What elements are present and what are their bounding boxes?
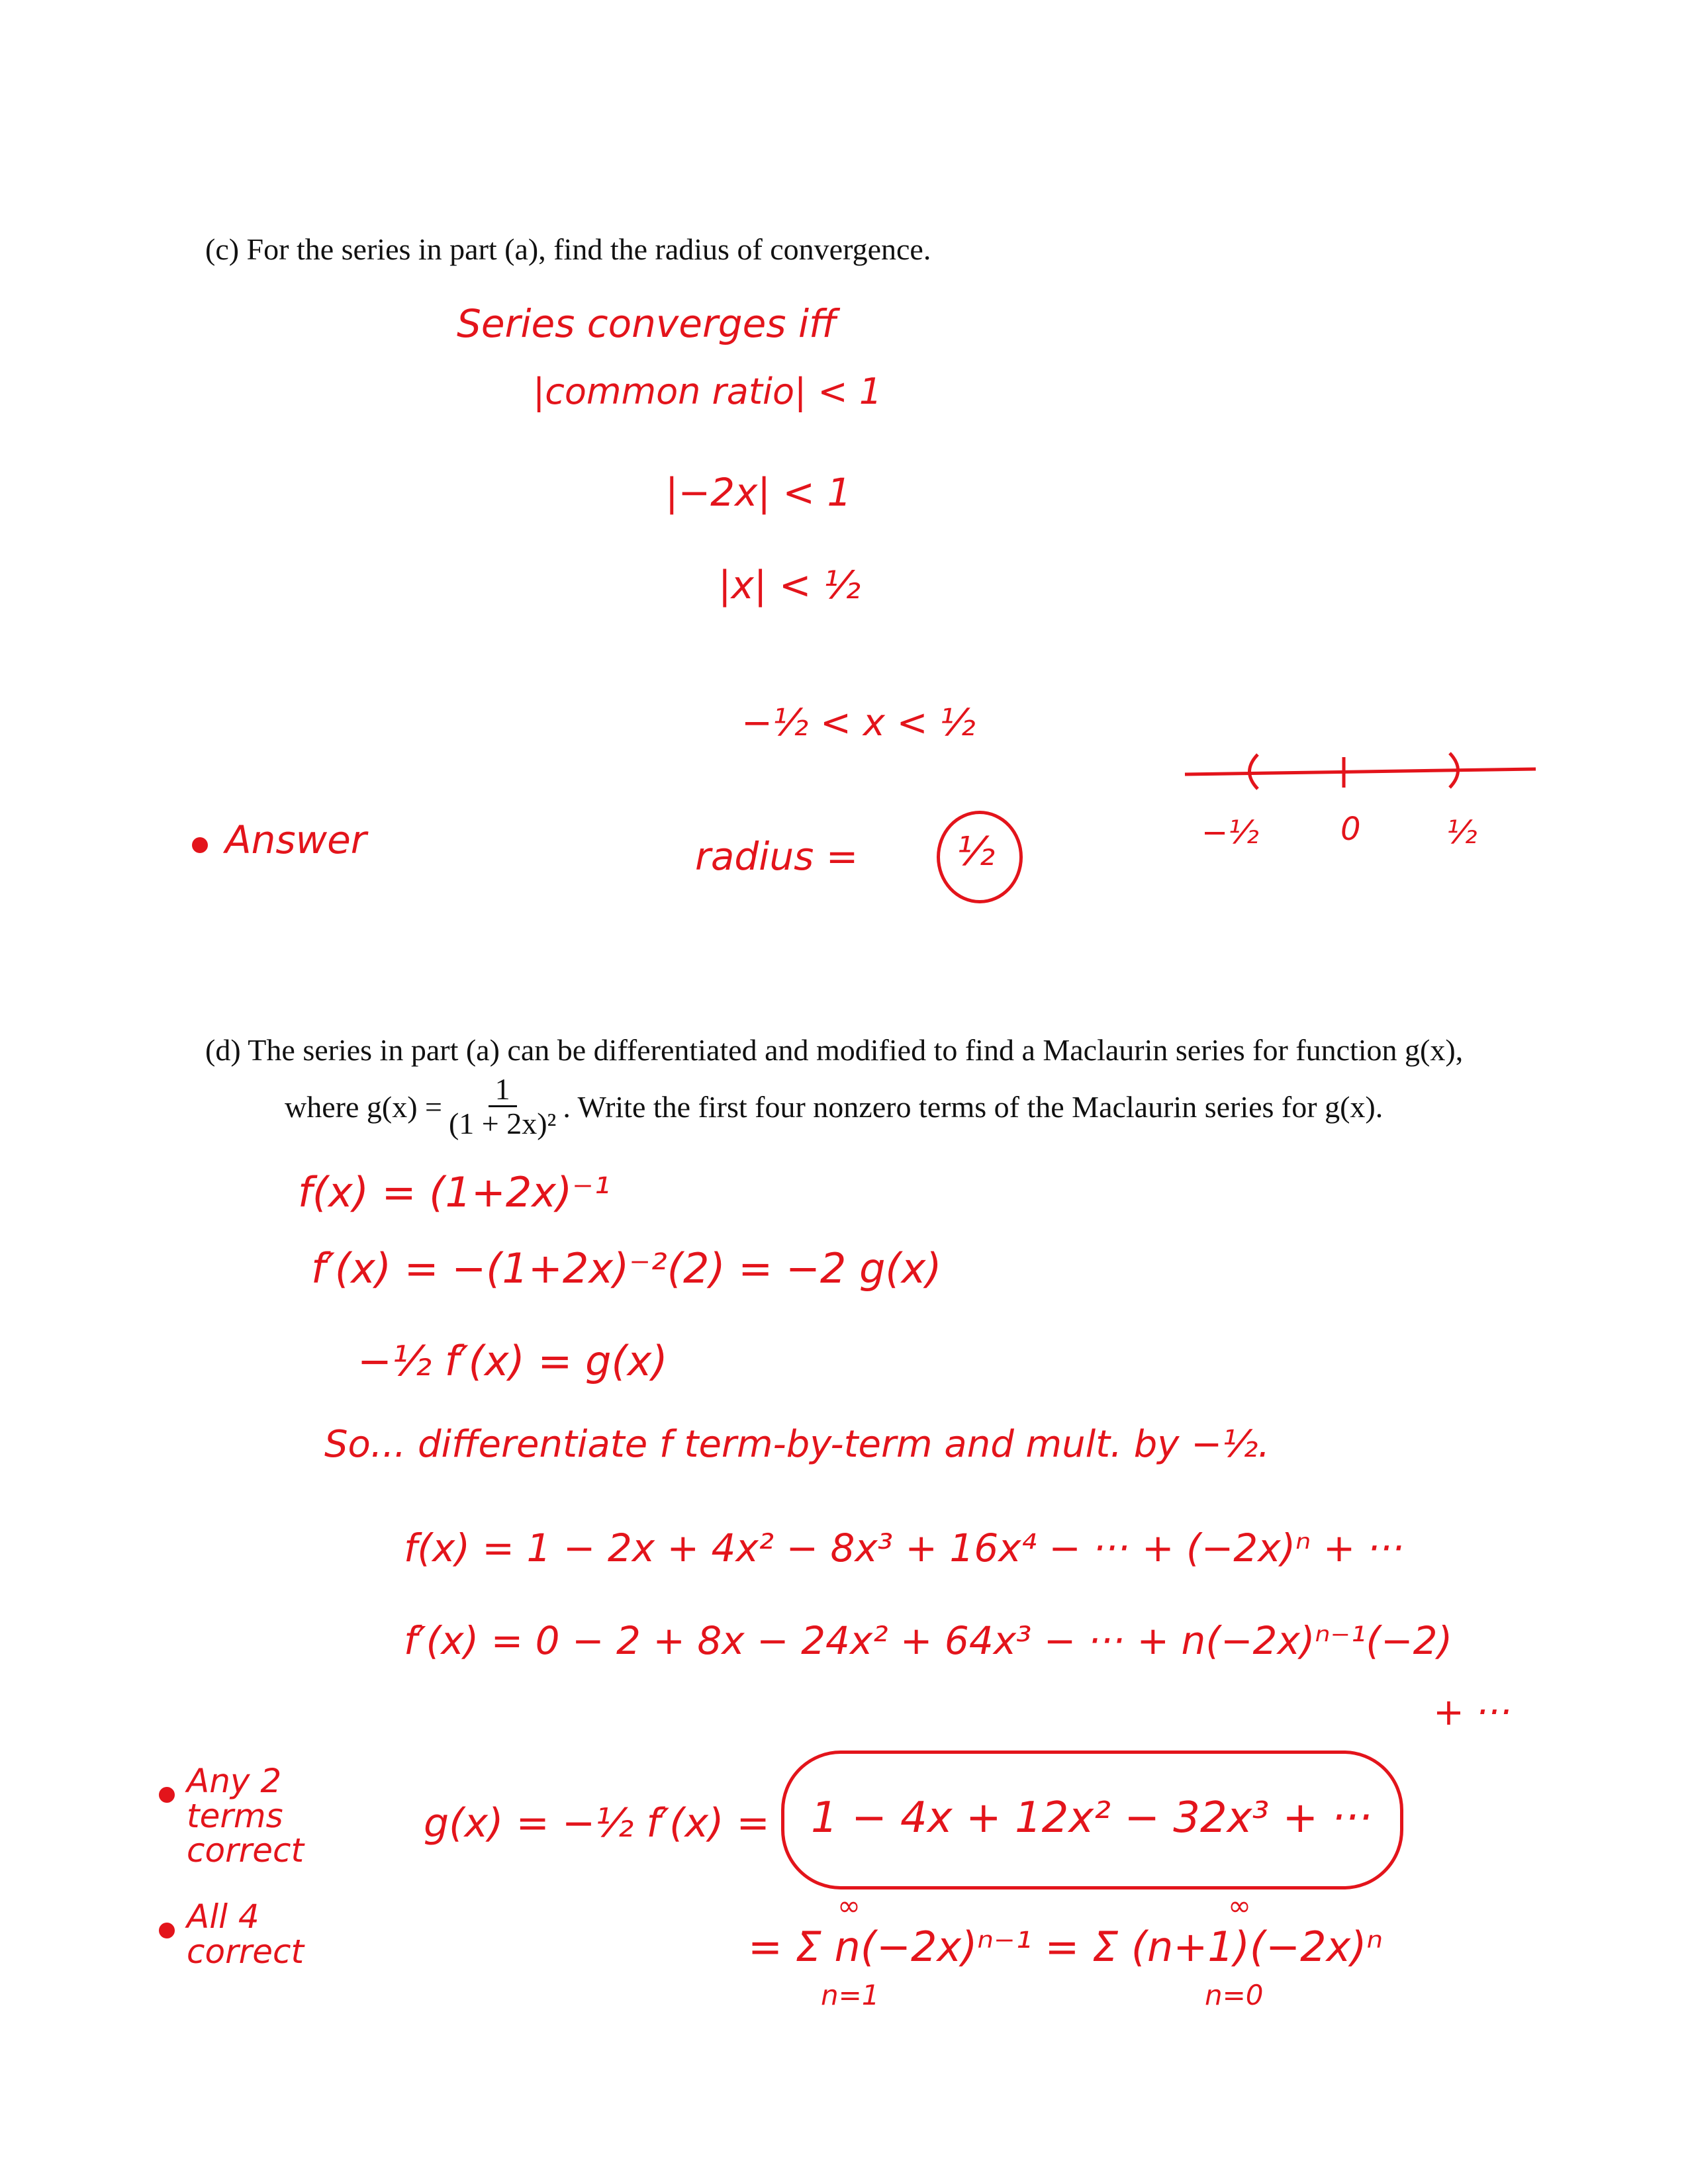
sum-lower-limit-1: n=1 [821,1979,880,2011]
g-fraction [449,1073,556,1141]
sum-lower-limit-2: n=0 [1205,1979,1264,2011]
rubric-all4: All 4 correct [187,1897,305,1971]
part-d-work-line-4: So... differentiate f term-by-term and mult. by −½. [324,1423,1270,1466]
rubric-bullet-answer [192,837,208,853]
number-line-label-right: ½ [1446,814,1477,851]
number-line-label-zero: 0 [1340,811,1361,848]
radius-answer-value: ½ [957,829,996,875]
g-fraction-denominator: (1 + 2x)² [448,1107,557,1141]
number-line-label-left: −½ [1201,814,1259,851]
g-derivation: g(x) = −½ f′(x) = [424,1800,770,1846]
rubric-answer: Answer [225,817,367,862]
part-c-work-line-3: |−2x| < 1 [665,470,852,515]
part-d-question-line-1: (d) The series in part (a) can be differentiated and modified to find a Maclaurin series for function g(x), [205,1033,1464,1067]
part-d-work-line-5: f(x) = 1 − 2x + 4x² − 8x³ + 16x⁴ − ··· + (−2x)ⁿ + ··· [404,1525,1405,1570]
part-c-work-line-5: −½ < x < ½ [741,702,976,745]
rubric-any2: Any 2 terms correct [187,1762,305,1870]
part-c-work-line-4: |x| < ½ [718,563,861,608]
part-d-work-line-2: f′(x) = −(1+2x)⁻²(2) = −2 g(x) [311,1244,942,1293]
part-c-work-line-1: Series converges iff [457,301,837,346]
part-d-work-line-3: −½ f′(x) = g(x) [357,1337,668,1385]
sum-upper-limit-2: ∞ [1228,1889,1251,1922]
where-label: where g(x) = [285,1090,442,1124]
g-answer-series: 1 − 4x + 12x² − 32x³ + ··· [811,1794,1372,1843]
sum-upper-limit-1: ∞ [837,1889,861,1922]
radius-equation: radius = [695,834,859,879]
rubric-bullet-any2 [159,1787,175,1803]
g-fraction-numerator: 1 [489,1073,517,1107]
part-d-work-line-6: f′(x) = 0 − 2 + 8x − 24x² + 64x³ − ··· + n(−2x)ⁿ⁻¹(−2) [404,1618,1453,1663]
part-d-work-line-1: f(x) = (1+2x)⁻¹ [298,1168,610,1216]
part-c-work-line-2: |common ratio| < 1 [533,371,882,412]
summation-line: = Σ n(−2x)ⁿ⁻¹ = Σ (n+1)(−2x)ⁿ [748,1923,1383,1971]
part-d-work-line-7: + ··· [1433,1691,1512,1734]
part-c-question: (c) For the series in part (a), find the radius of convergence. [205,232,931,266]
number-line [1178,748,1549,794]
question-instruction: . Write the first four nonzero terms of the Maclaurin series for g(x). [563,1090,1383,1124]
part-d-question-line-2 [285,1073,1383,1141]
rubric-bullet-all4 [159,1923,175,1938]
